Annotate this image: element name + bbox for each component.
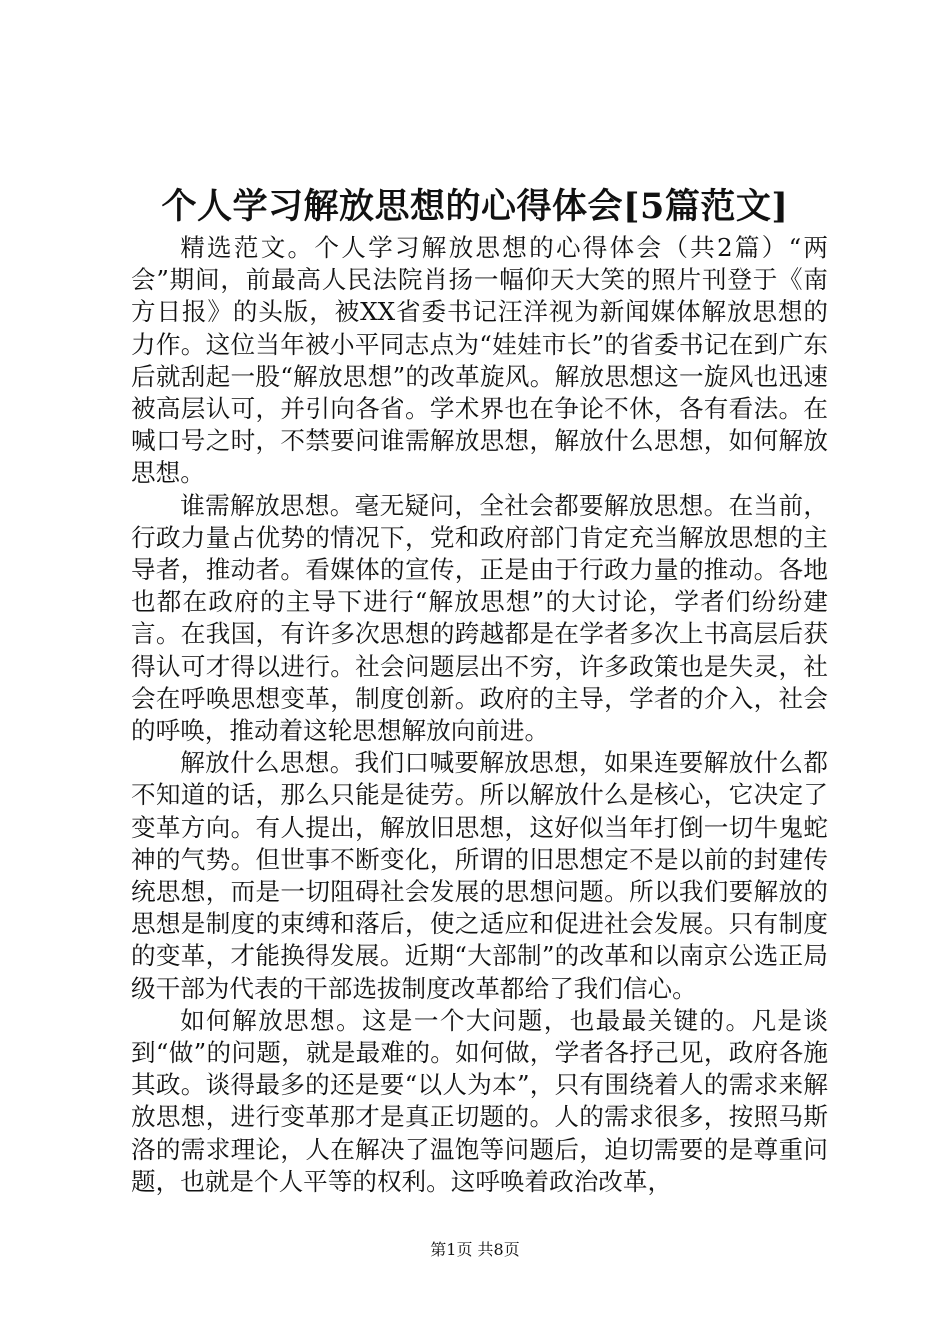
- paragraph: 谁需解放思想。毫无疑问，全社会都要解放思想。在当前，行政力量占优势的情况下，党和政府部门肯定充当解放思想的主导者，推动者。看媒体的宣传，正是由于行政力量的推动。各地也都在政府的主导下进行“解放思想”的大讨论，学者们纷纷建言。在我国，有许多次思想的跨越都是在学者多次上书高层后获得认可才得以进行。社会问题层出不穷，许多政策也是失灵，社会在呼唤思想变革，制度创新。政府的主导，学者的介入，社会的呼唤，推动着这轮思想解放向前进。: [131, 490, 828, 746]
- page-number-footer: 第1页 共8页: [430, 1240, 520, 1259]
- document-body: [131, 232, 828, 1198]
- paragraph: 精选范文。个人学习解放思想的心得体会（共2篇）“两会”期间，前最高人民法院肖扬一幅仰天大笑的照片刊登于《南方日报》的头版，被XX省委书记汪洋视为新闻媒体解放思想的力作。这位当年被小平同志点为“娃娃市长”的省委书记在到广东后就刮起一股“解放思想”的改革旋风。解放思想这一旋风也迅速被高层认可，并引向各省。学术界也在争论不休，各有看法。在喊口号之时，不禁要问谁需解放思想，解放什么思想，如何解放思想。: [131, 233, 828, 488]
- document-title: 个人学习解放思想的心得体会[5篇范文]: [161, 186, 789, 227]
- paragraph: 如何解放思想。这是一个大问题，也最最关键的。凡是谈到“做”的问题，就是最难的。如何做，学者各抒己见，政府各施其政。谈得最多的还是要“以人为本”，只有围绕着人的需求来解放思想，进行变革那才是真正切题的。人的需求很多，按照马斯洛的需求理论，人在解决了温饱等问题后，迫切需要的是尊重问题，也就是个人平等的权利。这呼唤着政治改革，: [131, 1005, 828, 1196]
- paragraph: 解放什么思想。我们口喊要解放思想，如果连要解放什么都不知道的话，那么只能是徒劳。所以解放什么是核心，它决定了变革方向。有人提出，解放旧思想，这好似当年打倒一切牛鬼蛇神的气势。但世事不断变化，所谓的旧思想定不是以前的封建传统思想，而是一切阻碍社会发展的思想问题。所以我们要解放的思想是制度的束缚和落后，使之适应和促进社会发展。只有制度的变革，才能换得发展。近期“大部制”的改革和以南京公选正局级干部为代表的干部选拔制度改革都给了我们信心。: [131, 748, 828, 1003]
